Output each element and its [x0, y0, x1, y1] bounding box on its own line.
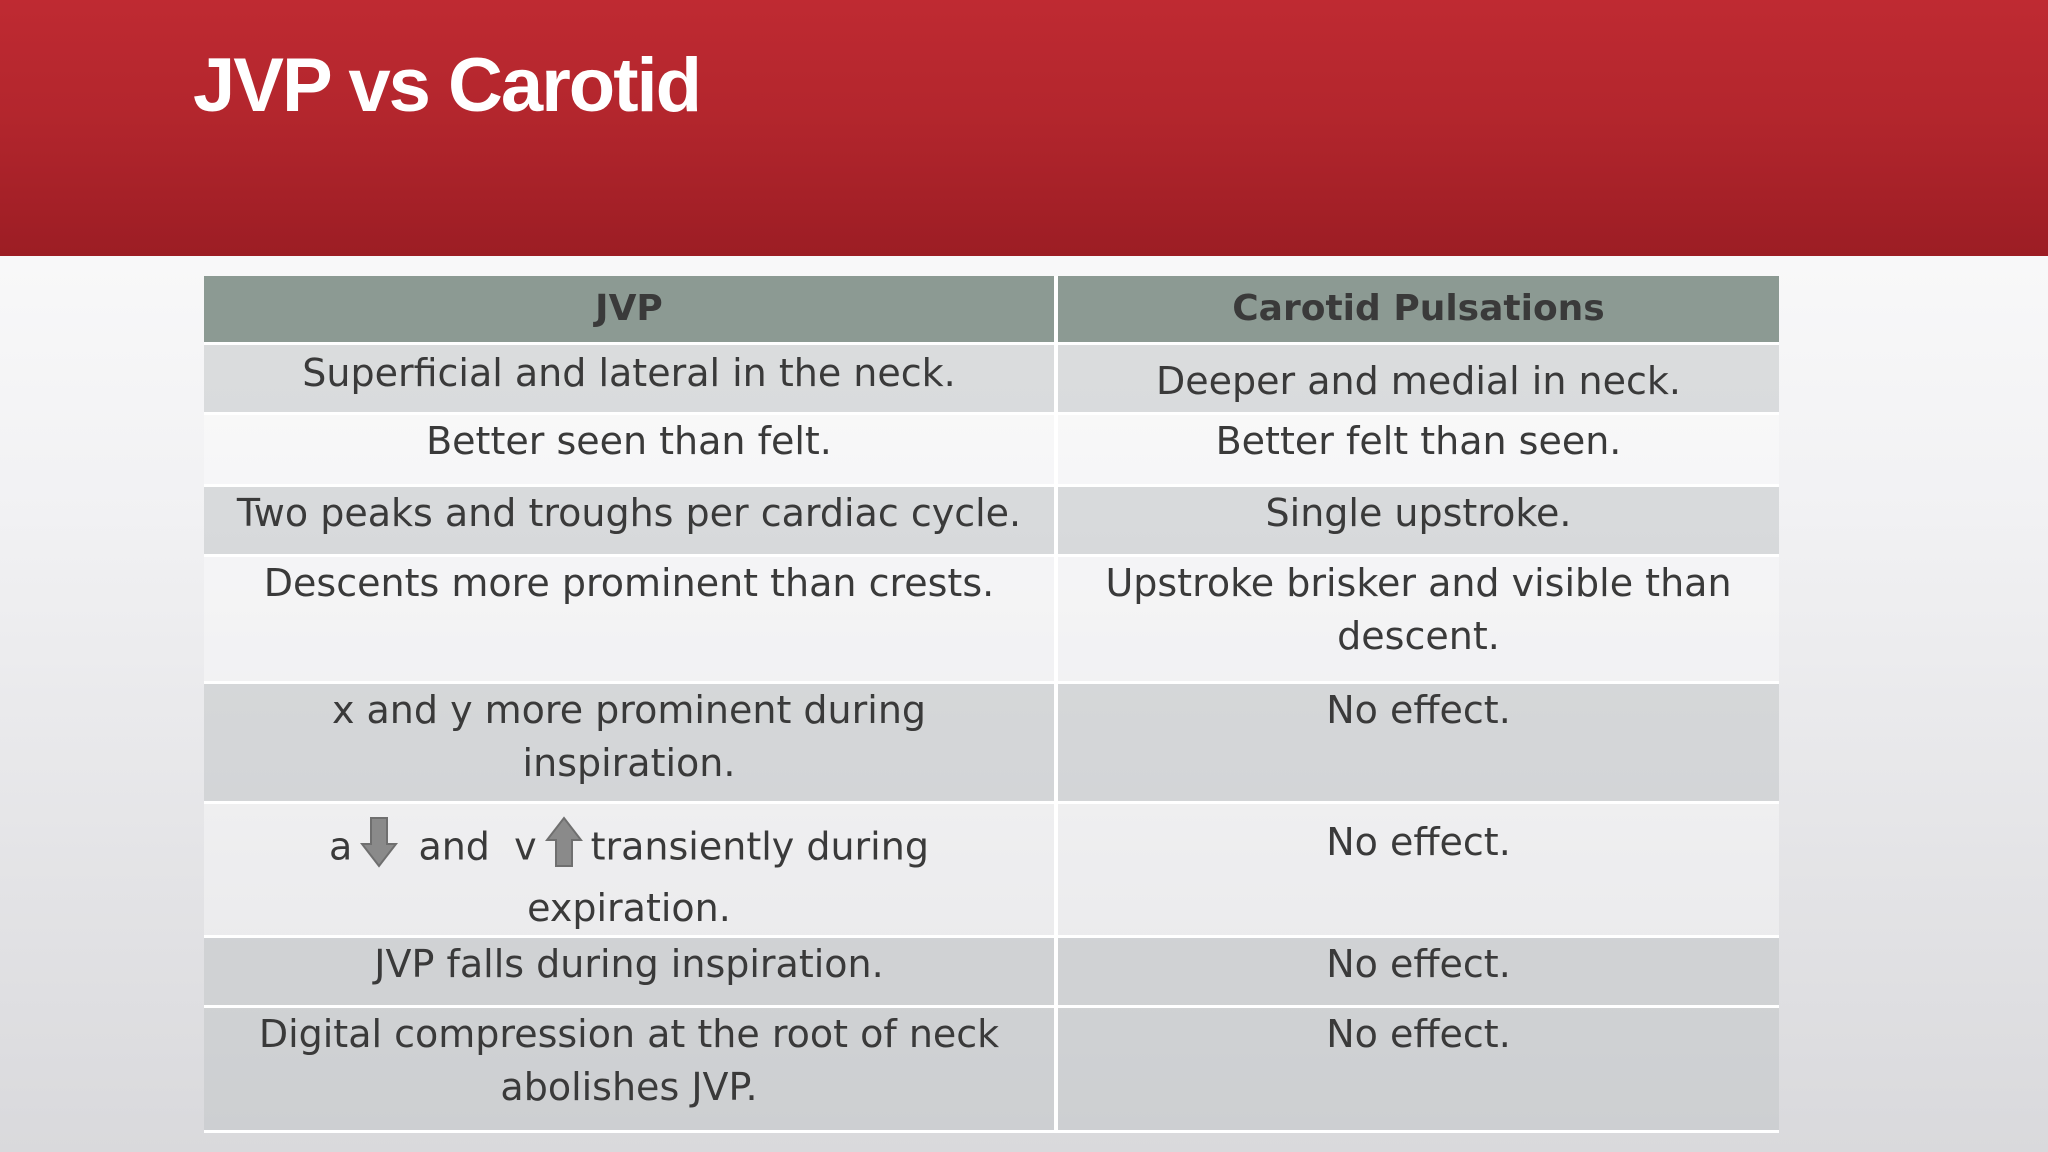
jvp-cell: Two peaks and troughs per cardiac cycle.	[204, 486, 1056, 556]
carotid-cell: No effect.	[1056, 683, 1779, 803]
carotid-cell: No effect.	[1056, 803, 1779, 937]
carotid-cell: Better felt than seen.	[1056, 414, 1779, 486]
table-header-row	[204, 276, 1779, 344]
jvp-and-label: and	[418, 824, 490, 869]
jvp-cell: Better seen than felt.	[204, 414, 1056, 486]
table-row	[204, 344, 1779, 414]
carotid-cell: Deeper and medial in neck.	[1056, 344, 1779, 414]
jvp-a-label: a	[329, 824, 353, 869]
jvp-cell: JVP falls during inspiration.	[204, 937, 1056, 1007]
table-row	[204, 937, 1779, 1007]
jvp-rest-label: transiently during expiration.	[527, 824, 929, 930]
table-row	[204, 414, 1779, 486]
arrow-up-icon	[545, 816, 583, 882]
carotid-cell: No effect.	[1056, 937, 1779, 1007]
jvp-cell: Descents more prominent than crests.	[204, 556, 1056, 683]
carotid-cell: Single upstroke.	[1056, 486, 1779, 556]
title-banner	[0, 0, 2048, 256]
jvp-cell: Digital compression at the root of neck abolishes JVP.	[204, 1007, 1056, 1132]
jvp-cell	[204, 803, 1056, 937]
header-carotid: Carotid Pulsations	[1056, 276, 1779, 344]
carotid-cell: Upstroke brisker and visible than descent.	[1056, 556, 1779, 683]
table-row	[204, 683, 1779, 803]
header-jvp: JVP	[204, 276, 1056, 344]
jvp-v-label: v	[514, 824, 537, 869]
slide-title: JVP vs Carotid	[193, 43, 701, 128]
arrow-down-icon	[360, 816, 398, 882]
comparison-table	[204, 276, 1779, 1133]
table-row	[204, 556, 1779, 683]
table-row	[204, 1007, 1779, 1132]
jvp-cell: Superficial and lateral in the neck.	[204, 344, 1056, 414]
table-row	[204, 803, 1779, 937]
carotid-cell: No effect.	[1056, 1007, 1779, 1132]
jvp-cell: x and y more prominent during inspiration.	[204, 683, 1056, 803]
table-row	[204, 486, 1779, 556]
